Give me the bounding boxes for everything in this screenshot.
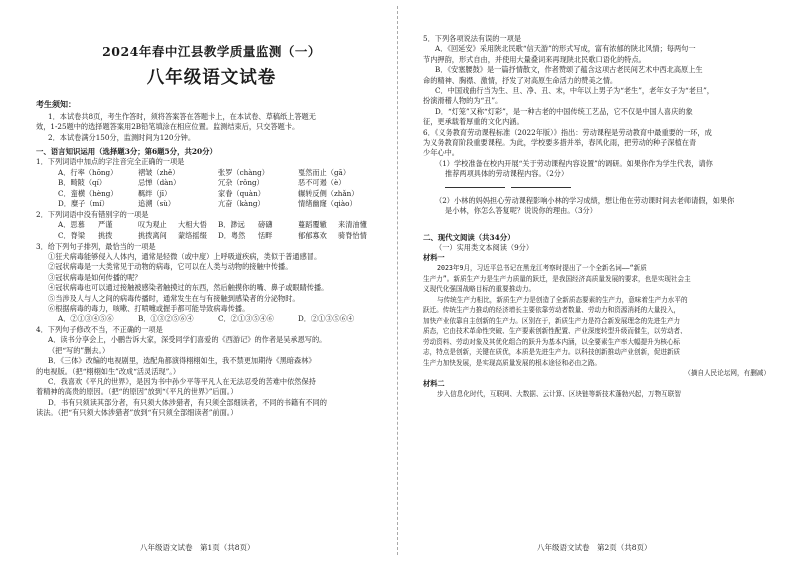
option-line: B．《三体》改编的电视剧里，选配角都演得栩栩如生，我不禁更加期待《黑暗森林》 <box>48 356 316 366</box>
material-line: 志，特点是创新，关键在质优，本质是先进生产力。以科技创新推动产业创新，促进新质 <box>423 348 681 357</box>
option-cell: B．①③②⑤⑥④ <box>138 314 194 324</box>
sentence-line: ④冠状病毒也可以通过接触被感染者触摸过的东西，然后触摸你的嘴、鼻子或眼睛传播。 <box>48 283 329 293</box>
option-cell: 郁郁寡欢 <box>298 231 327 240</box>
section-heading: 一、语言知识运用（选择题3分；第6题5分，共20分） <box>36 147 217 157</box>
option-line: D．书有只须读其部分者，有只须大体涉猎者，有只须全部细读者，不同的书籍有不同的 <box>48 397 327 407</box>
answer-blank-row <box>423 180 784 196</box>
source-note: （摘自人民论坛网，有删减） <box>684 369 770 378</box>
section-heading: 二、现代文阅读（共34分） <box>423 232 515 242</box>
option-cell: C．蛮横（hèng） <box>58 188 118 198</box>
option-cell: 冗杂（rǒng） <box>218 178 264 188</box>
option-cell: 严谨 <box>98 220 113 230</box>
option-line: （把“写的”删去。） <box>48 345 110 355</box>
question-line: 少年心中。 <box>423 148 459 158</box>
option-row <box>36 168 387 179</box>
option-cell: A．行率（hōng） <box>58 167 118 177</box>
exam-title: 2024年春中江县教学质量监测（一） <box>102 44 321 59</box>
option-cell: 情绪幽窿（qiào） <box>298 199 357 209</box>
option-cell: 磅礴 <box>258 220 273 230</box>
notice-line: 效，1-25题中的选择题答案用2B铅笔填涂在相应位置。监测结束后，只交答题卡。 <box>36 122 300 132</box>
option-cell: 张罗（chàng） <box>218 167 269 177</box>
page-footer: 八年级语文试卷 第2页（共8页） <box>537 543 652 552</box>
option-line: 的电视版。（把“栩栩如生”改成“活灵活现”。） <box>36 366 181 376</box>
option-line: A．《回延安》采用陕北民歌“信天游”的形式写成，富有浓郁的陕北风情；每两句一 <box>435 44 696 54</box>
option-line: 命的精神、胸襟、激情，抒发了对高原生命活力的赞美之情。 <box>423 75 618 85</box>
option-line: C．中国戏曲行当为生、旦、净、丑、末，中年以上男子为“老生”，老年女子为“老旦”， <box>435 86 714 96</box>
material-line: 义现代化强国战略目标的重要推动力。 <box>423 285 536 294</box>
material-line: 加快产业依靠自主创新的生产力。区别在于，新质生产力是符合新发展理念的先进生产力 <box>423 316 681 325</box>
option-cell: 追溯（sù） <box>138 199 176 209</box>
question-line: （1）学校准备在校内开展“关于劳动课程内容设置”的调研。如果你作为学生代表，请你 <box>435 158 713 168</box>
sentence-line: ⑤当涉及人与人之间的病毒传播时，通常发生在与有接触到感染者的分泌物时。 <box>48 293 300 303</box>
question-stem: 3．给下列句子排列，最恰当的一项是 <box>36 241 156 251</box>
option-cell: 挑拨 <box>98 231 113 240</box>
option-cell: B．畸陂（qí） <box>58 178 107 188</box>
sentence-line: ②冠状病毒是一大类常见于动物的病毒，它可以在人类与动物的接触中传播。 <box>48 262 293 272</box>
option-cell: B．渺远 <box>218 220 245 230</box>
material-line: 2023年9月，习近平总书记在黑龙江考察时提出了一个全新名词——“新质 <box>437 264 647 273</box>
option-cell: D．粤然 <box>218 231 246 240</box>
material-line: 生产力加快发展，是实现高质量发展的根本途径和必由之路。 <box>423 358 602 367</box>
option-line: A．读书分享会上，小鹏告诉大家，深受同学们喜爱的《西游记》的作者是吴承恩写的。 <box>48 335 327 345</box>
option-cell: 戛然而止（gā） <box>298 167 351 177</box>
question-stem: 1．下列词语中加点的字注音完全正确的一项是 <box>36 157 185 167</box>
option-cell: 挑拨离间 <box>138 231 167 240</box>
material-line: 与传统生产力相比，新质生产力是创造了全新质态要素的生产力，意味着生产力水平的 <box>437 295 688 304</box>
material-line: 生产力”。新质生产力是生产力质量的跃迁，是我国经济高质量发展的要求，也是实现社会主 <box>423 274 691 283</box>
question-stem: 5．下列各项说法有误的一项是 <box>423 34 522 43</box>
material-heading: 材料二 <box>423 378 445 388</box>
option-row <box>36 199 387 210</box>
notice-heading: 考生须知： <box>36 99 76 109</box>
question-line: 是小林，你怎么答复呢？说说你的理由。（3分） <box>445 206 597 216</box>
option-cell: 亢奋（kàng） <box>218 199 265 209</box>
sentence-line: ⑥根据病毒的毒力，咳嗽、打喷嚏或握手都可能导致病毒传播。 <box>48 304 250 314</box>
question-line: （2）小林的妈妈担心劳动课程影响小林的学习成绩，想让他在劳动课时间去老师请假，如果你 <box>435 195 735 205</box>
option-cell: A．②①③④⑤⑥ <box>58 314 114 324</box>
option-line: 读法。（把“有只须大体涉猎者”放到“有只须全部细读者”前面。） <box>36 408 238 418</box>
material-line: 跃迁。传统生产力推动的经济增长主要依靠劳动者数量、劳动力和资源消耗的大量投入， <box>423 306 681 315</box>
question-line: 为义务教育阶段重要课程。为此，学校要多措并举，春风化雨，把劳动的种子深植在青 <box>423 138 697 148</box>
material-line: 质态，它由技术革命性突破、生产要素创新性配置、产业深度转型升级而催生，以劳动者、 <box>423 327 687 336</box>
option-line: 征，更承载着厚重的文化内涵。 <box>423 117 524 127</box>
sentence-line: ①狂犬病毒能够侵入人体内，通常是轻微（或中度）上呼吸道疾病，类似于普通感冒。 <box>48 252 322 261</box>
option-row <box>36 314 387 325</box>
right-page <box>397 0 794 561</box>
option-cell: C．脊梁 <box>58 231 86 240</box>
exam-subtitle: 八年级语文试卷 <box>146 68 277 88</box>
sentence-line: ③冠状病毒是如何传播的呢？ <box>48 272 142 282</box>
option-row <box>36 220 387 231</box>
option-cell: 家眷（quàn） <box>218 188 265 198</box>
option-cell: 骑脊怡情 <box>338 231 367 240</box>
option-cell: D．②①③⑤⑥④ <box>298 314 355 324</box>
question-stem: 6．《义务教育劳动课程标准（2022年版）》指出：劳动课程是劳动教育中最重要的一环，成 <box>423 127 712 137</box>
option-line: D．“灯笼”又称“灯彩”，是一种古老的中国传统工艺品，它不仅是中国人喜庆的象 <box>435 106 693 116</box>
option-line: 节内押韵，形式自由，并使用大量叠词来再现陕北民歌口语化的特点。 <box>423 54 646 64</box>
option-line: B．《安塞腰鼓》是一篇抒情散文，作者赞颂了蕴含这项古老民间艺术中西北高原上生 <box>435 65 703 75</box>
option-cell: 叹为观止 <box>138 220 167 230</box>
option-cell: A．思慕 <box>58 220 85 230</box>
option-line: C．我喜欢《平凡的世界》，是因为书中孙少平等平凡人在无法忍受的苦难中依然保持 <box>48 377 316 387</box>
option-cell: 辗转反侧（zhǎn） <box>298 188 359 198</box>
question-line: 推荐两项具体的劳动课程内容。（2分） <box>445 169 569 179</box>
material-line: 劳动资料、劳动对象及其优化组合的跃升为基本内涵，以全要素生产率大幅提升为核心标 <box>423 337 681 346</box>
answer-blank[interactable] <box>445 180 505 188</box>
page-footer: 八年级语文试卷 第1页（共8页） <box>140 543 255 552</box>
subsection-heading: （一）实用类文本阅读（9分） <box>435 242 534 252</box>
notice-line: 2．本试卷满分150分，监测时间为120分钟。 <box>48 132 196 142</box>
material-line: 步入信息化时代，互联网、大数据、云计算、区块链等新技术蓬勃兴起，万物互联智 <box>437 390 681 399</box>
option-row <box>36 189 387 200</box>
option-cell: 恶不可遏（è） <box>298 178 346 188</box>
material-heading: 材料一 <box>423 252 445 262</box>
option-cell: 忌惮（dàn） <box>138 178 181 188</box>
option-cell: 羁绊（jī） <box>138 188 172 198</box>
option-cell: 大相大悟 <box>178 220 207 230</box>
option-cell: 蒙络摇缀 <box>178 231 207 240</box>
option-cell: C．②①③⑤④⑥ <box>218 314 274 324</box>
answer-space <box>423 217 784 229</box>
option-line: 着精神的高贵的原因。（把“的原因”放到“《平凡的世界》”后面。） <box>36 387 238 397</box>
answer-blank[interactable] <box>511 180 571 188</box>
option-cell: D．糜子（mí） <box>58 199 109 209</box>
question-stem: 2．下列词语中没有错别字的一项是 <box>36 210 149 219</box>
option-cell: 蔓蹈覆辙 <box>298 220 327 230</box>
question-stem: 4．下列句子修改不当，不正确的一项是 <box>36 325 163 335</box>
option-line: 扮演滑稽人物的为“丑”。 <box>423 96 503 106</box>
notice-line: 1．本试卷共8页，考生作答时，须将答案答在答题卡上，在本试卷、草稿纸上答题无 <box>48 112 316 121</box>
option-cell: 恬畔 <box>258 231 273 240</box>
option-cell: 褶皱（zhě） <box>138 167 180 177</box>
option-cell: 来清油懂 <box>338 220 367 230</box>
option-row <box>36 178 387 189</box>
option-row <box>36 231 387 242</box>
